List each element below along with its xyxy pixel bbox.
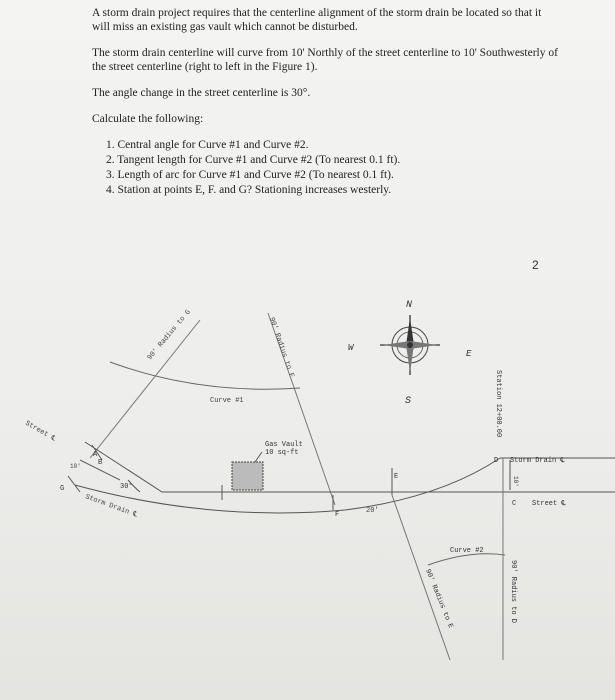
label-gas-vault-1: Gas Vault	[265, 441, 303, 449]
label-point-e: E	[394, 473, 399, 481]
label-curve-2: Curve #2	[450, 547, 484, 555]
label-street-cl-right: Street ℄	[532, 500, 566, 508]
storm-drain-centerline-curve	[75, 458, 500, 513]
label-radius-to-g: 90' Radius to G	[146, 308, 193, 362]
label-street-cl-left: Street ℄	[23, 419, 57, 444]
label-point-c: C	[512, 500, 517, 508]
label-radius-to-e: 90' Radius to E	[423, 568, 455, 630]
problem-intro: A storm drain project requires that the centerline alignment of the storm drain be located so that it will miss an existing gas vault which cannot be disturbed.	[92, 7, 542, 33]
problem-angle-statement: The angle change in the street centerline is 30°.	[92, 87, 311, 99]
label-gas-vault-2: 10 sq-ft	[265, 449, 299, 457]
label-storm-drain-left: Storm Drain ℄	[83, 493, 139, 520]
label-point-b: B	[98, 459, 103, 467]
label-point-d: D	[494, 457, 499, 465]
compass-rose-icon	[380, 315, 440, 375]
compass-south: S	[405, 396, 412, 407]
gas-vault-leader	[255, 452, 262, 462]
radius-line-to-e	[392, 495, 450, 660]
label-station: Station 12+00.00	[494, 370, 502, 438]
question-3: 3. Length of arc for Curve #1 and Curve #2 (To nearest 0.1 ft).	[106, 169, 394, 181]
compass-east: E	[466, 349, 472, 359]
label-10ft-left: 10'	[70, 463, 81, 470]
label-point-f: F	[335, 511, 340, 519]
tick-b	[68, 476, 80, 492]
question-2: 2. Tangent length for Curve #1 and Curve #2 (To nearest 0.1 ft).	[106, 154, 401, 166]
curve-2-arc	[428, 554, 505, 565]
compass-north: N	[406, 300, 413, 311]
label-30-degrees: 30°	[120, 483, 133, 491]
curve-1-arc	[110, 362, 300, 389]
label-curve-1: Curve #1	[210, 397, 244, 405]
compass-west: W	[348, 343, 354, 353]
label-point-a: A	[93, 451, 98, 459]
label-10ft-right: 10'	[512, 476, 519, 487]
label-storm-drain-right: Storm Drain ℄	[510, 457, 565, 465]
label-radius-to-f: 90' Radius to F	[267, 316, 296, 379]
radius-line-to-g	[90, 320, 200, 458]
question-1: 1. Central angle for Curve #1 and Curve #2.	[106, 139, 309, 151]
label-point-g: G	[60, 485, 65, 493]
problem-curve-statement: The storm drain centerline will curve from 10' Northly of the street centerline to 10' Southwesterly of the street centerline (right to left in the Figure 1).	[92, 47, 558, 73]
street-centerline	[85, 442, 615, 492]
gas-vault-box	[232, 462, 263, 490]
label-20ft: 20'	[366, 507, 379, 515]
label-radius-to-d: 90' Radius to D	[509, 560, 517, 624]
calculate-heading: Calculate the following:	[92, 113, 204, 125]
page-number: 2	[532, 258, 539, 272]
question-4: 4. Station at points E, F. and G? Stationing increases westerly.	[106, 184, 392, 196]
